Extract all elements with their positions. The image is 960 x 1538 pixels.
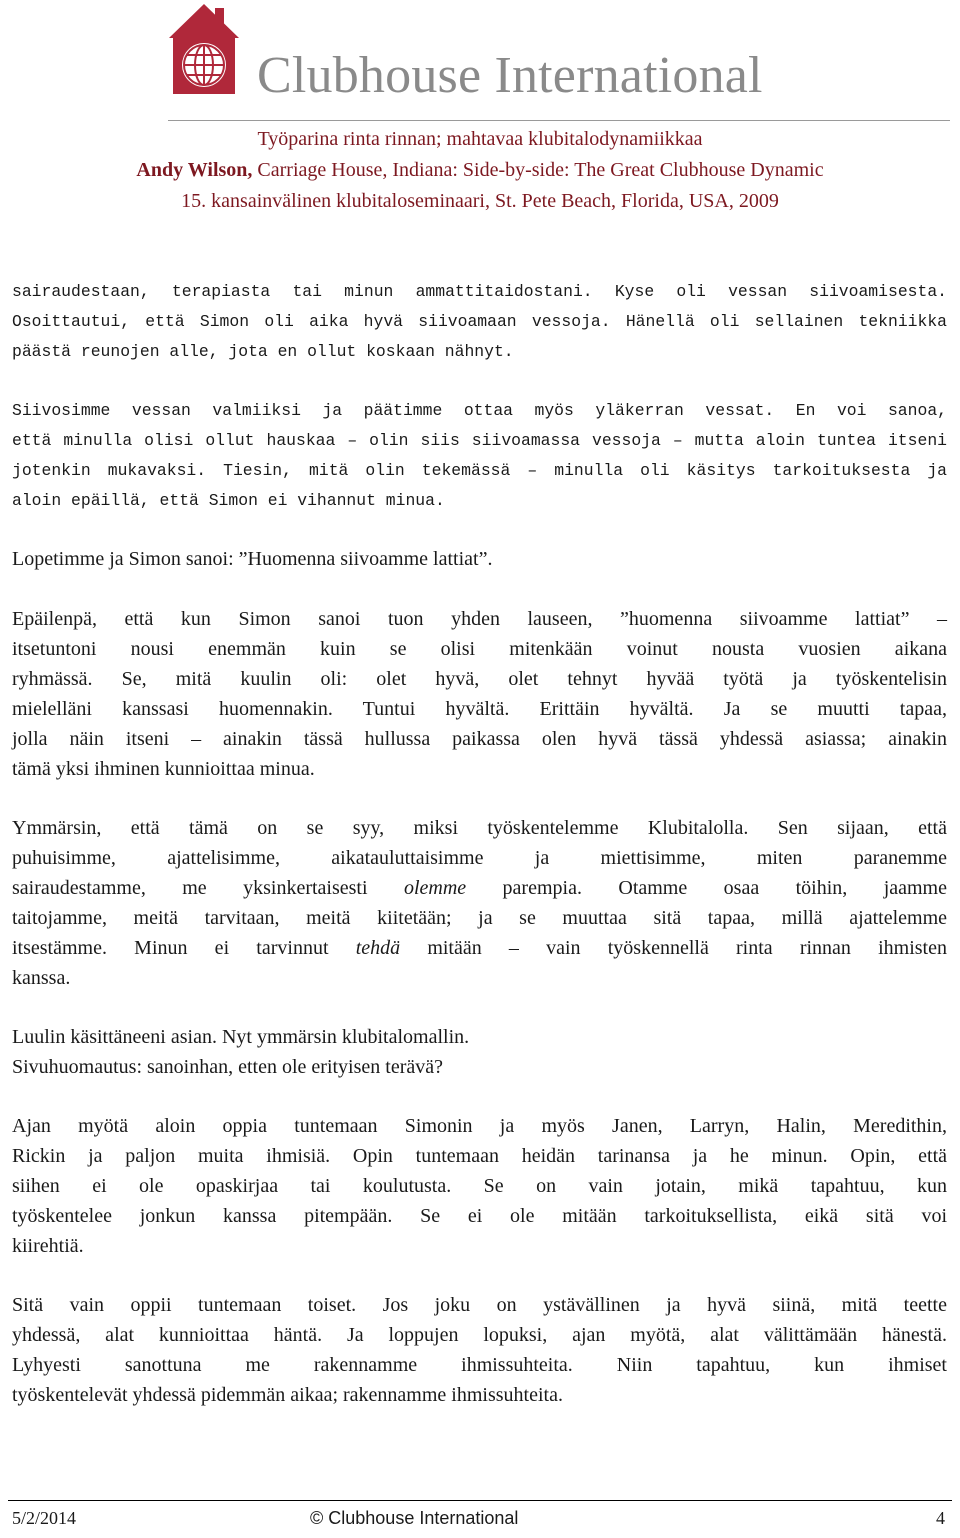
text-line: siihen ei ole opaskirjaa tai koulutusta. Se on vain jotain, mikä tapahtuu, kun (12, 1175, 947, 1197)
brand-name: Clubhouse International (257, 47, 763, 104)
header-title-line: Työparina rinta rinnan; mahtavaa klubitalodynamiikkaa (257, 128, 703, 150)
paragraph-3 (12, 544, 947, 574)
text-line: puhuisimme, ajattelisimme, aikatauluttaisimme ja miettisimme, miten paranemme (12, 847, 947, 869)
page-number: 4 (936, 1508, 945, 1528)
text-line: Luulin käsittäneeni asian. Nyt ymmärsin klubitalomallin. (12, 1026, 470, 1048)
footer-date: 5/2/2014 (12, 1508, 77, 1528)
text-line: Rickin ja paljon muita ihmisiä. Opin tuntemaan heidän tarinansa ja he minun. Opin, että (12, 1145, 947, 1167)
text-segment: parempia. Otamme osaa töihin, jaamme (466, 877, 947, 899)
author-name: Andy Wilson, (136, 159, 253, 181)
emphasis: tehdä (355, 937, 401, 959)
text-segment: itsestämme. Minun ei tarvinnut (12, 937, 356, 959)
text-line: Sitä vain oppii tuntemaan toiset. Jos joku on ystävällinen ja hyvä siinä, mitä teette (12, 1294, 947, 1316)
text-line: Ajan myötä aloin oppia tuntemaan Simonin ja myös Janen, Larryn, Halin, Meredithin, (12, 1115, 947, 1137)
paragraph-7 (12, 1111, 947, 1261)
text-line: Lyhyesti sanottuna me rakennamme ihmissuhteita. Niin tapahtuu, kun ihmiset (12, 1354, 947, 1376)
text-segment: mitään – vain työskennellä rinta rinnan ihmisten (400, 937, 947, 959)
paragraph-4 (12, 604, 947, 784)
text-line (12, 873, 947, 903)
paragraph-5 (12, 813, 947, 993)
text-line: Epäilenpä, että kun Simon sanoi tuon yhden lauseen, ”huomenna siivoamme lattiat” – (12, 608, 947, 630)
header-author-line (0, 157, 960, 183)
text-line: työskentelee jonkun kanssa pitempään. Se ei ole mitään tarkoituksellista, eikä sitä voi (12, 1205, 947, 1227)
text-line: Ymmärsin, että tämä on se syy, miksi työskentelemme Klubitalolla. Sen sijaan, että (12, 817, 947, 839)
text-segment: sairaudestamme, me yksinkertaisesti (12, 877, 404, 899)
text-line: Siivosimme vessan valmiiksi ja päätimme ottaa myös yläkerran vessat. En voi sanoa, (12, 401, 947, 420)
text-line: päästä reunojen alle, jota en ollut koskaan nähnyt. (12, 342, 514, 361)
text-line: mielelläni kanssasi huomennakin. Tuntui hyvältä. Erittäin hyvältä. Ja se muutti tapaa, (12, 698, 947, 720)
header-divider (168, 120, 950, 121)
text-line: tämä yksi ihminen kunnioittaa minua. (12, 758, 315, 780)
footer-copyright: © Clubhouse International (310, 1508, 519, 1528)
header-seminar-line: 15. kansainvälinen klubitaloseminaari, St. Pete Beach, Florida, USA, 2009 (181, 190, 779, 212)
text-line: taitojamme, meitä tarvitaan, meitä kiitetään; ja se muuttaa sitä tapaa, millä ajattelemme (12, 907, 947, 929)
paragraph-8 (12, 1290, 947, 1410)
text-line: ryhmässä. Se, mitä kuulin oli: olet hyvä, olet tehnyt hyvää työtä ja työskentelisin (12, 668, 947, 690)
text-line: työskentelevät yhdessä pidemmän aikaa; rakennamme ihmissuhteita. (12, 1384, 563, 1406)
text-line: jolla näin itseni – ainakin tässä hullussa paikassa olen hyvä tässä yhdessä asiassa; ainakin (12, 728, 947, 750)
paragraph-2 (12, 396, 947, 516)
footer-divider (8, 1500, 952, 1501)
text-line: yhdessä, alat kunnioittaa häntä. Ja loppujen lopuksi, ajan myötä, alat välittämään hänestä. (12, 1324, 947, 1346)
text-line: että minulla olisi ollut hauskaa – olin siis siivoamassa vessoja – mutta aloin tuntea itseni (12, 431, 947, 450)
text-line: Lopetimme ja Simon sanoi: ”Huomenna siivoamme lattiat”. (12, 548, 493, 570)
text-line: aloin epäillä, että Simon ei vihannut minua. (12, 491, 445, 510)
text-line: Sivuhuomautus: sanoinhan, etten ole erityisen terävä? (12, 1056, 443, 1078)
emphasis: olemme (403, 877, 467, 899)
text-line (12, 933, 947, 963)
text-line: itsetuntoni nousi enemmän kuin se olisi mitenkään voinut nousta vuosien aikana (12, 638, 947, 660)
text-line: kiirehtiä. (12, 1235, 84, 1257)
paragraph-6 (12, 1022, 947, 1082)
paragraph-1 (12, 277, 947, 367)
clubhouse-logo-icon (165, 0, 243, 98)
text-line: kanssa. (12, 967, 71, 989)
text-line: jotenkin mukavaksi. Tiesin, mitä olin tekemässä – minulla oli käsitys tarkoituksesta ja (12, 461, 947, 480)
text-line: sairaudestaan, terapiasta tai minun ammattitaidostani. Kyse oli vessan siivoamisesta. (12, 282, 947, 301)
author-source: Carriage House, Indiana: Side-by-side: The Great Clubhouse Dynamic (252, 159, 824, 181)
text-line: Osoittautui, että Simon oli aika hyvä siivoamaan vessoja. Hänellä oli sellainen tekniikka (12, 312, 947, 331)
